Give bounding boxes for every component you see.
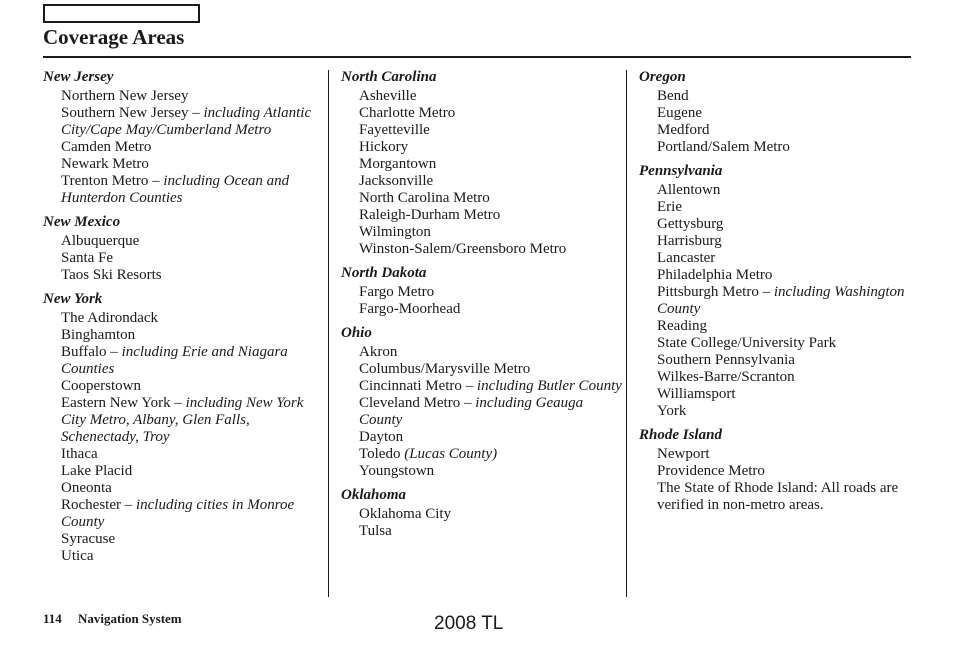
coverage-item-note: including Ocean and Hunterdon Counties — [61, 173, 290, 206]
coverage-item-text: Buffalo – — [61, 344, 122, 360]
coverage-item-text: Jacksonville — [359, 173, 434, 189]
coverage-item — [61, 156, 323, 173]
coverage-item-note: including Atlantic City/Cape May/Cumberland Metro — [61, 105, 312, 138]
state-block — [639, 426, 919, 514]
coverage-item — [359, 523, 623, 540]
coverage-item — [61, 378, 323, 395]
coverage-list — [341, 344, 623, 480]
coverage-item — [359, 463, 623, 480]
state-name: New Jersey — [43, 69, 114, 85]
coverage-item-text: Youngstown — [359, 463, 435, 479]
coverage-item — [61, 463, 323, 480]
state-block — [639, 162, 919, 420]
coverage-item — [61, 531, 323, 548]
coverage-item — [657, 369, 919, 386]
coverage-item-text: Eastern New York – — [61, 395, 186, 411]
coverage-item — [657, 250, 919, 267]
coverage-item-note: including Washington County — [657, 284, 905, 317]
coverage-item-text: Tulsa — [359, 523, 392, 539]
coverage-item-text: Eugene — [657, 105, 702, 121]
coverage-item — [61, 344, 323, 378]
coverage-item-text: Wilkes-Barre/Scranton — [657, 369, 795, 385]
column-divider-2 — [626, 70, 627, 597]
coverage-item — [359, 122, 623, 139]
coverage-item-text: Providence Metro — [657, 463, 765, 479]
coverage-item-text: York — [657, 403, 687, 419]
coverage-item — [657, 122, 919, 139]
state-name: Ohio — [341, 325, 372, 341]
state-block — [43, 68, 323, 207]
page-title: Coverage Areas — [43, 25, 185, 49]
column-divider-1 — [328, 70, 329, 597]
state-name: North Dakota — [341, 265, 427, 281]
coverage-item — [61, 105, 323, 139]
coverage-item-text: Allentown — [657, 182, 721, 198]
coverage-list — [43, 310, 323, 565]
coverage-item-text: Santa Fe — [61, 250, 114, 266]
coverage-item — [359, 506, 623, 523]
state-name: New Mexico — [43, 214, 121, 230]
coverage-item-text: Southern New Jersey – — [61, 105, 204, 121]
coverage-item — [657, 386, 919, 403]
coverage-item-note: including Butler County — [476, 378, 622, 394]
coverage-item-text: The Adirondack — [61, 310, 159, 326]
coverage-item — [359, 207, 623, 224]
coverage-list — [43, 233, 323, 284]
coverage-item-text: Portland/Salem Metro — [657, 139, 790, 155]
coverage-item-text: Hickory — [359, 139, 409, 155]
state-block — [43, 290, 323, 565]
coverage-item — [359, 105, 623, 122]
coverage-item-text: Toledo — [359, 446, 405, 462]
coverage-item-text: Fayetteville — [359, 122, 430, 138]
state-name: North Carolina — [341, 69, 437, 85]
coverage-item-text: The State of Rhode Island: All roads are verified in non-metro areas. — [657, 480, 899, 513]
state-block — [341, 486, 623, 540]
coverage-item-text: Medford — [657, 122, 710, 138]
coverage-item — [657, 403, 919, 420]
coverage-item-text: Wilmington — [359, 224, 431, 240]
coverage-item-text: Cooperstown — [61, 378, 141, 394]
state-block — [639, 68, 919, 156]
coverage-item-text: Asheville — [359, 88, 417, 104]
coverage-column-2 — [341, 68, 623, 546]
coverage-item-text: Bend — [657, 88, 689, 104]
coverage-item — [61, 267, 323, 284]
coverage-list — [341, 506, 623, 540]
coverage-item-note: including New York City Metro, Albany, Glen Falls, Schenectady, Troy — [61, 395, 304, 445]
coverage-list — [43, 88, 323, 207]
coverage-item — [359, 190, 623, 207]
coverage-item — [657, 352, 919, 369]
coverage-list — [341, 284, 623, 318]
coverage-item — [61, 497, 323, 531]
coverage-item — [359, 88, 623, 105]
coverage-list — [341, 88, 623, 258]
state-block — [341, 264, 623, 318]
coverage-item-text: Philadelphia Metro — [657, 267, 773, 283]
coverage-item — [657, 182, 919, 199]
coverage-item — [657, 284, 919, 318]
coverage-item — [657, 318, 919, 335]
coverage-item — [657, 480, 919, 514]
state-name: Rhode Island — [639, 427, 722, 443]
coverage-item-text: State College/University Park — [657, 335, 837, 351]
coverage-item — [657, 233, 919, 250]
state-name: New York — [43, 291, 103, 307]
coverage-column-3 — [639, 68, 919, 520]
coverage-item — [61, 139, 323, 156]
state-name: Pennsylvania — [639, 163, 723, 179]
coverage-item-text: Gettysburg — [657, 216, 724, 232]
coverage-item-note: (Lucas County) — [404, 446, 498, 462]
coverage-item-text: Erie — [657, 199, 682, 215]
coverage-list — [639, 182, 919, 420]
coverage-list — [639, 446, 919, 514]
coverage-item — [61, 446, 323, 463]
coverage-item-text: Lake Placid — [61, 463, 133, 479]
coverage-item-text: Camden Metro — [61, 139, 152, 155]
coverage-item-text: Binghamton — [61, 327, 136, 343]
coverage-item — [61, 480, 323, 497]
coverage-item-text: Trenton Metro – — [61, 173, 164, 189]
coverage-item — [657, 267, 919, 284]
coverage-item-text: Reading — [657, 318, 707, 334]
coverage-item — [61, 250, 323, 267]
coverage-item-text: Raleigh-Durham Metro — [359, 207, 501, 223]
state-block — [341, 68, 623, 258]
coverage-item-text: Newport — [657, 446, 710, 462]
coverage-item-text: Albuquerque — [61, 233, 140, 249]
header-tab-box — [43, 4, 200, 23]
state-block — [43, 213, 323, 284]
coverage-item — [61, 548, 323, 565]
coverage-item-text: Pittsburgh Metro – — [657, 284, 774, 300]
coverage-item — [359, 429, 623, 446]
coverage-item — [657, 88, 919, 105]
coverage-item-text: Akron — [359, 344, 398, 360]
coverage-item — [657, 446, 919, 463]
coverage-list — [639, 88, 919, 156]
coverage-item-text: Winston-Salem/Greensboro Metro — [359, 241, 567, 257]
coverage-item — [359, 173, 623, 190]
coverage-item — [657, 463, 919, 480]
coverage-item — [359, 361, 623, 378]
coverage-item — [359, 395, 623, 429]
coverage-item — [359, 344, 623, 361]
coverage-item — [657, 216, 919, 233]
coverage-item-note: including Geauga County — [359, 395, 584, 428]
coverage-item-text: Harrisburg — [657, 233, 722, 249]
coverage-item — [359, 241, 623, 258]
coverage-item — [657, 139, 919, 156]
coverage-item-note: including Erie and Niagara Counties — [61, 344, 288, 377]
coverage-item-text: Columbus/Marysville Metro — [359, 361, 531, 377]
coverage-item — [359, 378, 623, 395]
coverage-item-text: Morgantown — [359, 156, 437, 172]
coverage-item-text: Utica — [61, 548, 94, 564]
section-name: Navigation System — [78, 611, 182, 626]
coverage-item-text: Cleveland Metro – — [359, 395, 476, 411]
coverage-item — [359, 156, 623, 173]
coverage-item-text: Cincinnati Metro – — [359, 378, 477, 394]
coverage-item-text: Northern New Jersey — [61, 88, 189, 104]
coverage-item-note: including cities in Monroe County — [61, 497, 295, 530]
coverage-column-1 — [43, 68, 323, 571]
coverage-item-text: Lancaster — [657, 250, 716, 266]
title-rule — [43, 56, 911, 58]
coverage-item — [359, 284, 623, 301]
coverage-item-text: Newark Metro — [61, 156, 149, 172]
coverage-item-text: Dayton — [359, 429, 404, 445]
coverage-item — [657, 105, 919, 122]
coverage-item-text: Charlotte Metro — [359, 105, 456, 121]
coverage-item — [359, 446, 623, 463]
model-label: 2008 TL — [434, 613, 504, 634]
coverage-item-text: Oklahoma City — [359, 506, 452, 522]
coverage-item-text: Syracuse — [61, 531, 116, 547]
coverage-item — [61, 327, 323, 344]
coverage-item — [359, 224, 623, 241]
coverage-item — [657, 199, 919, 216]
coverage-item-text: Ithaca — [61, 446, 98, 462]
coverage-item-text: Fargo-Moorhead — [359, 301, 461, 317]
state-block — [341, 324, 623, 480]
state-name: Oklahoma — [341, 487, 407, 503]
coverage-item — [61, 395, 323, 446]
coverage-item — [61, 310, 323, 327]
coverage-item — [359, 301, 623, 318]
coverage-item — [61, 88, 323, 105]
coverage-item-text: Rochester – — [61, 497, 136, 513]
coverage-item — [61, 233, 323, 250]
coverage-item-text: Fargo Metro — [359, 284, 435, 300]
coverage-item-text: Southern Pennsylvania — [657, 352, 795, 368]
coverage-item-text: Taos Ski Resorts — [61, 267, 162, 283]
coverage-item — [359, 139, 623, 156]
page-number: 114 — [43, 611, 62, 626]
state-name: Oregon — [639, 69, 686, 85]
coverage-item — [657, 335, 919, 352]
coverage-item-text: North Carolina Metro — [359, 190, 490, 206]
coverage-item-text: Oneonta — [61, 480, 112, 496]
coverage-item-text: Williamsport — [657, 386, 736, 402]
coverage-item — [61, 173, 323, 207]
